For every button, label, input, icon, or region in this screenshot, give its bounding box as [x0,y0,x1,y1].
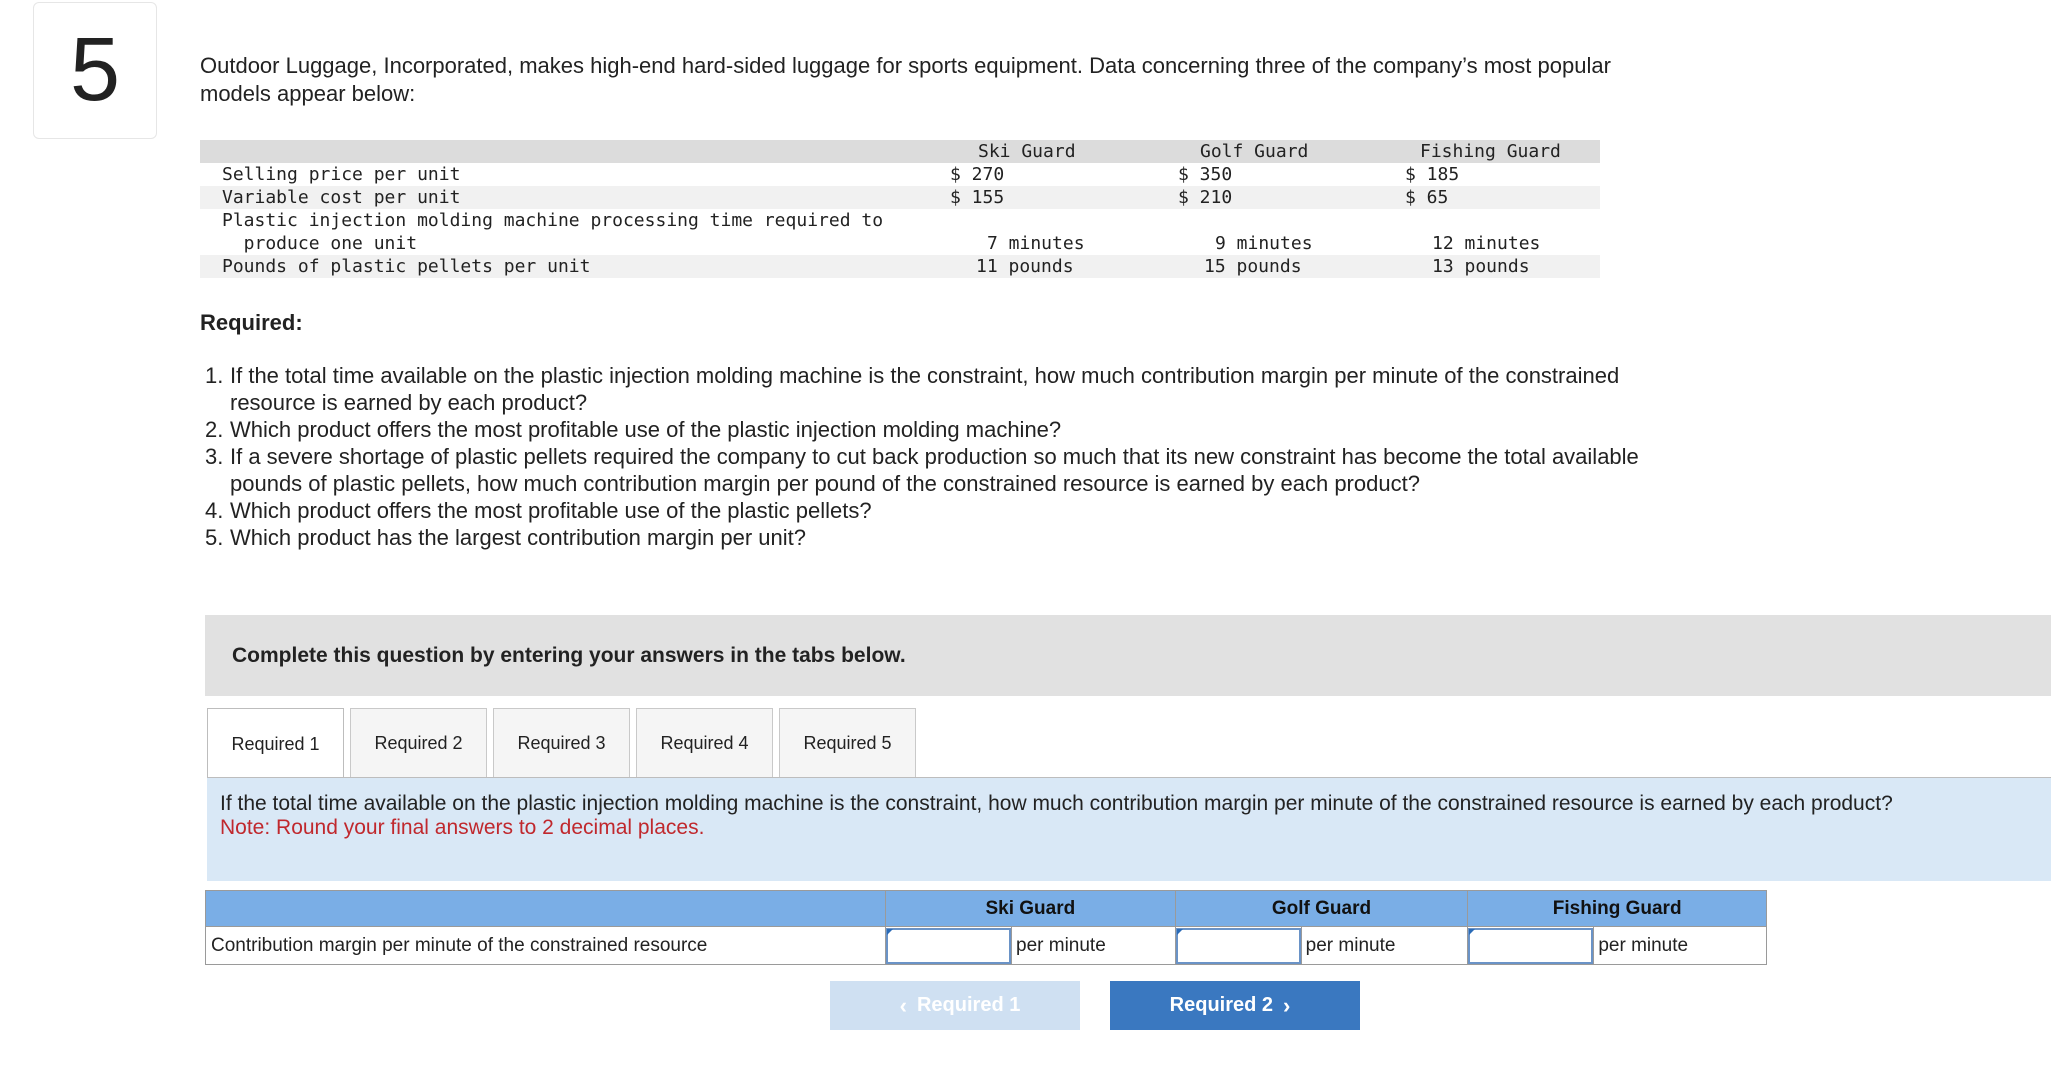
item-number: 2. [205,417,224,442]
complete-prompt-text: Complete this question by entering your answers in the tabs below. [232,643,906,667]
unit-label: per minute [1012,927,1176,965]
list-item [200,362,1640,416]
header-fishing-guard: Fishing Guard [1468,891,1767,927]
item-number: 3. [205,444,224,469]
cell-value: 7 minutes [987,233,1085,254]
chevron-left-icon: ‹ [899,992,907,1018]
input-cell [1468,927,1594,965]
list-item [200,497,1640,524]
cell-value: $ 210 [1178,187,1233,208]
next-required-button[interactable] [1110,981,1360,1030]
question-panel [207,778,2051,881]
header-golf-guard: Golf Guard [1175,891,1468,927]
cell-value: $ 350 [1178,164,1233,185]
cell-value: $ 155 [950,187,1005,208]
required-heading: Required: [200,310,303,335]
tab-required-1[interactable]: Required 1 [207,708,344,780]
item-text: Which product offers the most profitable use of the plastic pellets? [230,498,872,523]
question-number: 5 [33,2,157,139]
item-number: 4. [205,498,224,523]
list-item [200,524,1640,551]
complete-prompt [205,615,2051,696]
input-cell [1175,927,1301,965]
answer-table-header [206,891,1767,927]
table-row [200,232,1600,255]
list-item [200,443,1640,497]
flag-icon [1469,929,1475,935]
row-label: Contribution margin per minute of the constrained resource [206,927,886,965]
data-table [200,140,1600,278]
intro-text: Outdoor Luggage, Incorporated, makes high-end hard-sided luggage for sports equipment. Data concerning three of the company’s most popular models appear below: [200,53,1611,106]
tab-required-5[interactable]: Required 5 [779,708,916,778]
header-fishing-guard: Fishing Guard [1420,141,1561,162]
ski-guard-input[interactable] [886,928,1011,964]
tab-required-3[interactable]: Required 3 [493,708,630,778]
cell-value: 11 pounds [976,256,1074,277]
cell-value: 15 pounds [1204,256,1302,277]
cell-value: $ 270 [950,164,1005,185]
cell-value: $ 65 [1405,187,1449,208]
header-golf-guard: Golf Guard [1200,141,1309,162]
tab-bar [207,708,922,778]
item-text: If the total time available on the plastic injection molding machine is the constraint, how much contribution margin per minute of the constrained resource is earned by each product? [230,363,1620,415]
item-number: 1. [205,363,224,388]
item-number: 5. [205,525,224,550]
tab-required-2[interactable]: Required 2 [350,708,487,778]
prev-required-button[interactable] [830,981,1080,1030]
header-blank [206,891,886,927]
golf-guard-input[interactable] [1176,928,1301,964]
item-text: Which product offers the most profitable use of the plastic injection molding machine? [230,417,1062,442]
answer-table [205,890,1767,965]
unit-label: per minute [1594,927,1767,965]
item-text: Which product has the largest contribution margin per unit? [230,525,806,550]
list-item [200,416,1640,443]
required-list [200,362,1640,551]
data-table-header [200,140,1600,163]
next-label: Required 2 [1169,994,1274,1016]
item-text: If a severe shortage of plastic pellets required the company to cut back production so much that its new constraint has become the total available pounds of plastic pellets, how much contribution margin per pound of the constrained resource is earned by each product? [230,444,1639,496]
row-label: produce one unit [222,233,418,254]
unit-label: per minute [1301,927,1468,965]
header-ski-guard: Ski Guard [886,891,1176,927]
cell-value: 12 minutes [1432,233,1541,254]
flag-icon [887,929,893,935]
table-row [200,186,1600,209]
table-row [206,927,1767,965]
table-row [200,209,1600,232]
question-text: If the total time available on the plastic injection molding machine is the constraint, how much contribution margin per minute of the constrained resource is earned by each product? [220,792,1893,815]
cell-value: $ 185 [1405,164,1460,185]
input-cell [886,927,1012,965]
prev-label: Required 1 [916,994,1021,1016]
row-label: Pounds of plastic pellets per unit [222,256,591,277]
fishing-guard-input[interactable] [1468,928,1593,964]
row-label: Plastic injection molding machine processing time required to [222,210,884,231]
row-label: Variable cost per unit [222,187,461,208]
table-row [200,255,1600,278]
row-label: Selling price per unit [222,164,461,185]
tab-required-4[interactable]: Required 4 [636,708,773,778]
chevron-right-icon: › [1283,992,1291,1018]
cell-value: 9 minutes [1215,233,1313,254]
cell-value: 13 pounds [1432,256,1530,277]
table-row [200,163,1600,186]
flag-icon [1177,929,1183,935]
header-ski-guard: Ski Guard [978,141,1076,162]
rounding-note: Note: Round your final answers to 2 decimal places. [220,816,705,839]
